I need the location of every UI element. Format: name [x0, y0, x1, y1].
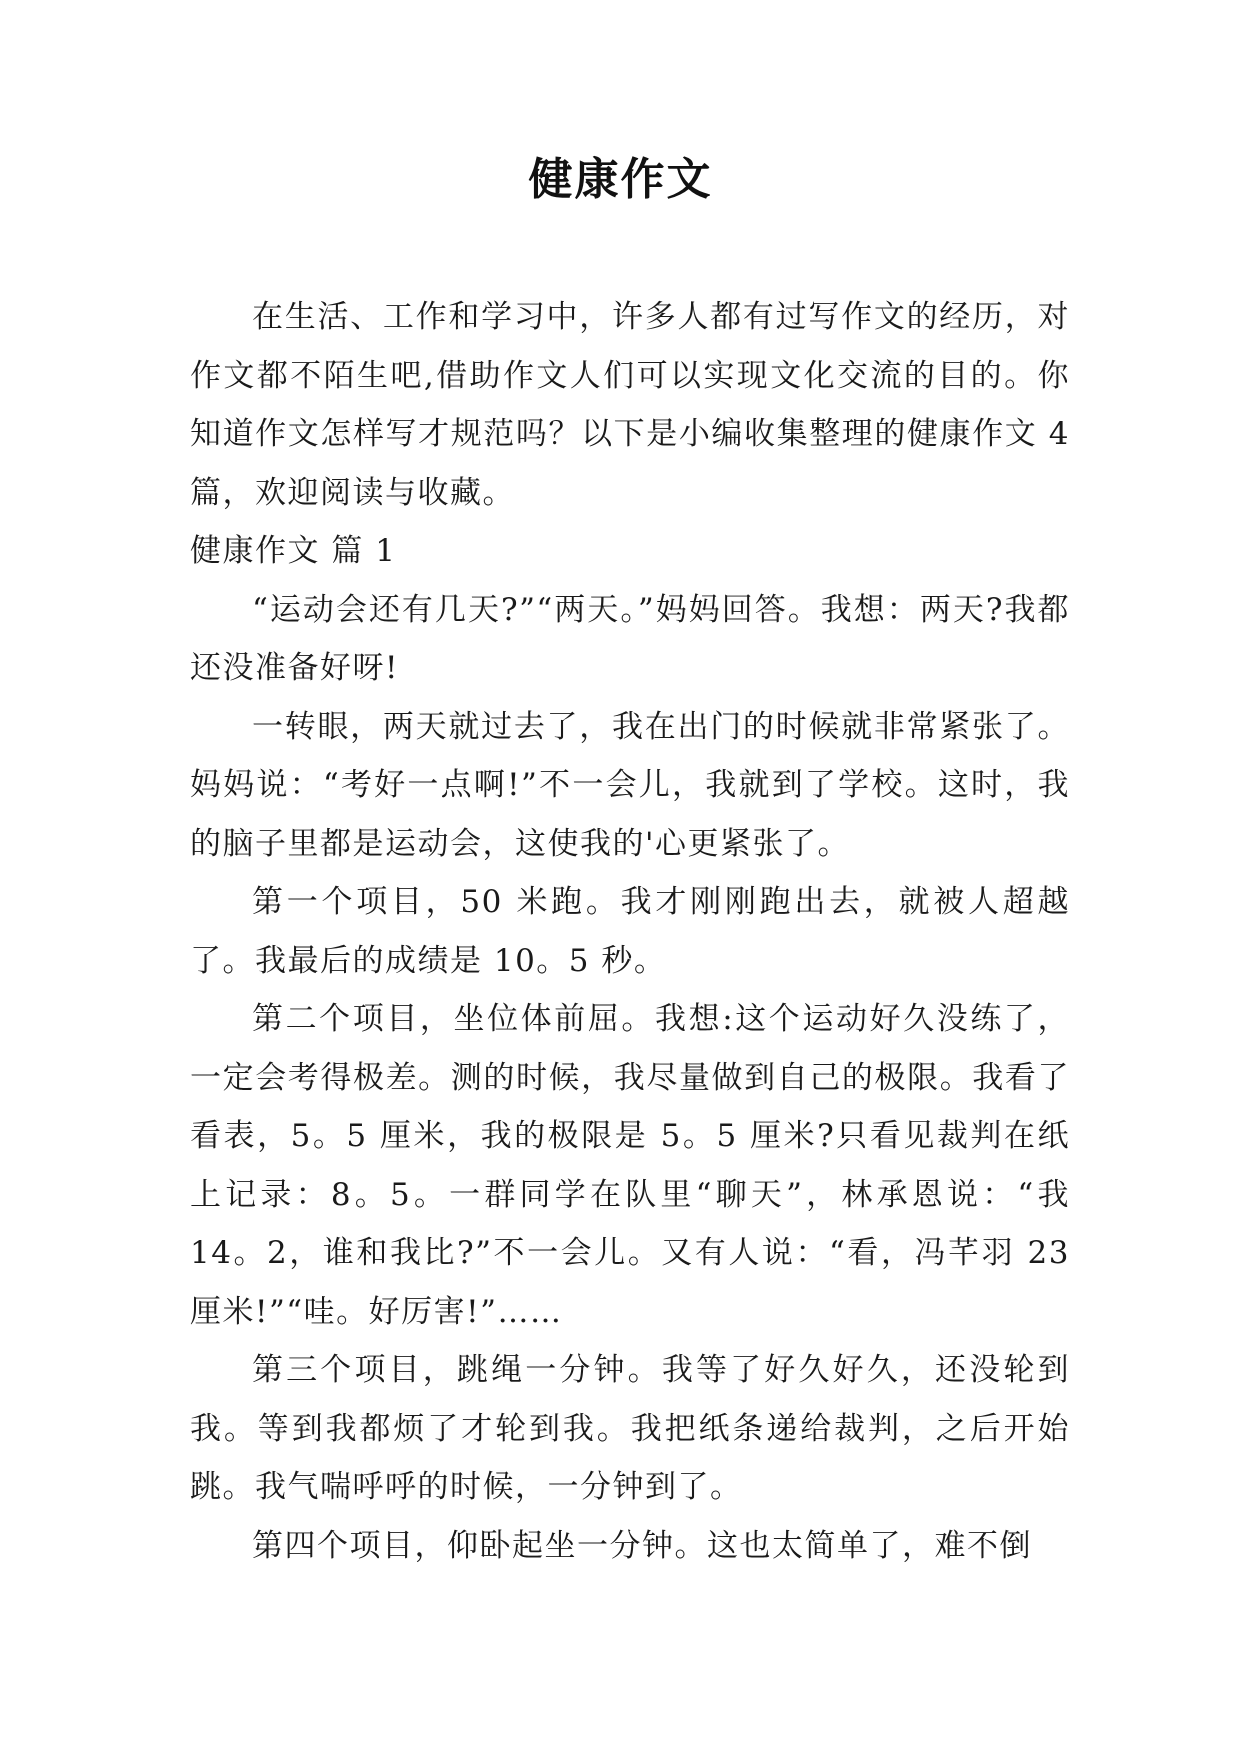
- body-paragraph: 一转眼，两天就过去了，我在出门的时候就非常紧张了。妈妈说：“考好一点啊!”不一会儿，我就到了学校。这时，我的脑子里都是运动会，这使我的'心更紧张了。: [190, 708, 1070, 862]
- document-title: 健康作文: [528, 154, 713, 205]
- body-paragraph: 第三个项目，跳绳一分钟。我等了好久好久，还没轮到我。等到我都烦了才轮到我。我把纸条递给裁判，之后开始跳。我气喘呼呼的时候，一分钟到了。: [190, 1352, 1070, 1505]
- body-paragraph: “运动会还有几天?”“两天。”妈妈回答。我想：两天?我都还没准备好呀!: [190, 591, 1070, 686]
- document-body: [190, 288, 1070, 1575]
- body-paragraph: 第四个项目，仰卧起坐一分钟。这也太简单了，难不倒: [252, 1527, 1032, 1564]
- intro-paragraph: 在生活、工作和学习中，许多人都有过写作文的经历，对作文都不陌生吧,借助作文人们可以实现文化交流的目的。你知道作文怎样写才规范吗？以下是小编收集整理的健康作文 4 篇，欢迎阅读与收藏。: [190, 299, 1070, 511]
- section-heading: 健康作文 篇 1: [190, 533, 397, 569]
- body-paragraph: 第二个项目，坐位体前屈。我想:这个运动好久没练了，一定会考得极差。测的时候，我尽量做到自己的极限。我看了看表，5。5 厘米，我的极限是 5。5 厘米?只看见裁判在纸上记录：8。5。一群同学在队里“聊天”，林承恩说：“我 14。2，谁和我比?”不一会儿。又有人说：“看，冯芊羽 23 厘米!”“哇。好厉害!”……: [190, 1001, 1070, 1330]
- body-paragraph: 第一个项目，50 米跑。我才刚刚跑出去，就被人超越了。我最后的成绩是 10。5 秒。: [190, 884, 1070, 979]
